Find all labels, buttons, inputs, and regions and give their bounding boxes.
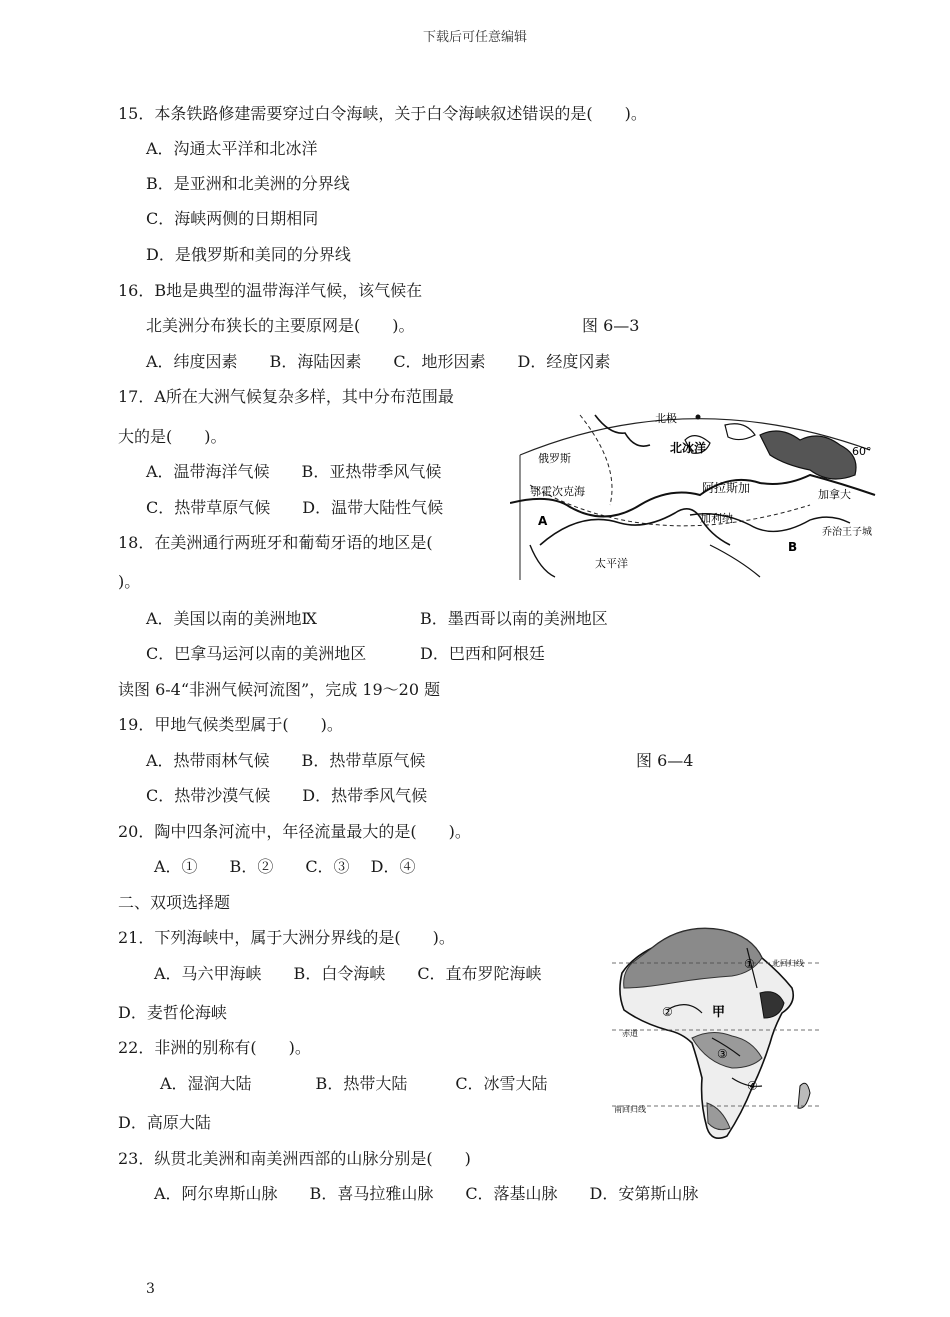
options-21-abc: A．马六甲海峡 B．白令海峡 C．直布罗陀海峡 bbox=[154, 964, 542, 983]
page-header: 下载后可任意编辑 bbox=[422, 30, 527, 45]
option-15-b: B．是亚洲和北美洲的分界线 bbox=[146, 174, 350, 193]
options-16: A．纬度因素 B．海陆因素 C．地形因素 D．经度冈素 bbox=[146, 352, 611, 371]
question-23: 23．纵贯北美洲和南美洲西部的山脉分别是( ) bbox=[118, 1149, 471, 1168]
option-15-c: C．海峡两侧的日期相同 bbox=[146, 209, 319, 228]
option-22-d: D．高原大陆 bbox=[118, 1113, 211, 1132]
label-arctic-ocean: 北冰洋 bbox=[670, 441, 707, 455]
label-river-3: ③ bbox=[717, 1047, 728, 1061]
option-21-d: D．麦哲伦海峡 bbox=[118, 1003, 227, 1022]
label-russia: 俄罗斯 bbox=[538, 452, 571, 465]
label-california: 加利纳 bbox=[700, 512, 733, 525]
option-18-b: B．墨西哥以南的美洲地区 bbox=[420, 609, 608, 628]
options-19-ab: A．热带雨林气候 B．热带草原气候 bbox=[146, 751, 426, 770]
options-17-ab: A．温带海洋气候 B．亚热带季风气候 bbox=[146, 462, 442, 481]
label-prince-island: 乔治王子城 bbox=[822, 527, 872, 538]
options-20: A．① B．② C．③ D．④ bbox=[154, 857, 416, 876]
label-point-a: A bbox=[538, 514, 548, 528]
question-16: 16．B地是典型的温带海洋气候，该气候在 bbox=[118, 281, 423, 300]
option-18-c: C．巴拿马运河以南的美洲地区 bbox=[146, 644, 367, 663]
option-15-a: A．沟通太平洋和北冰洋 bbox=[146, 139, 318, 158]
option-15-d: D．是俄罗斯和美同的分界线 bbox=[146, 245, 351, 264]
label-south-tropic: 南回归线 bbox=[614, 1105, 646, 1114]
map-north-pacific bbox=[510, 395, 880, 580]
section-double-choice: 二、双项选择题 bbox=[118, 893, 231, 912]
option-18-d: D．巴西和阿根廷 bbox=[420, 644, 545, 663]
option-18-a: A．美国以南的美洲地Ⅸ bbox=[146, 609, 317, 628]
question-16-cont: 北美洲分布狭长的主要原网是( )。 bbox=[146, 316, 415, 335]
question-21: 21．下列海峡中，属于大洲分界线的是( )。 bbox=[118, 928, 455, 947]
label-river-2: ② bbox=[662, 1005, 673, 1019]
question-20: 20．陶中四条河流中，年径流量最大的是( )。 bbox=[118, 822, 471, 841]
question-18: 18．在美洲通行两班牙和葡萄牙语的地区是( bbox=[118, 533, 433, 552]
question-15: 15．本条铁路修建需要穿过白令海峡，关于白令海峡叙述错误的是( )。 bbox=[118, 104, 647, 123]
label-bering-sea: 鄂霍次克海 bbox=[530, 485, 585, 498]
label-canada: 加拿大 bbox=[818, 488, 851, 501]
page-number: 3 bbox=[146, 1281, 155, 1297]
options-19-cd: C．热带沙漠气候 D．热带季风气候 bbox=[146, 786, 428, 805]
map-africa bbox=[612, 918, 827, 1146]
options-17-cd: C．热带草原气候 D．温带大陆性气候 bbox=[146, 498, 444, 517]
question-17: 17．A所在大洲气候复杂多样，其中分布范围最 bbox=[118, 387, 454, 406]
figure-label-6-4: 图 6—4 bbox=[636, 751, 694, 770]
label-point-b: B bbox=[788, 540, 798, 554]
question-19: 19．甲地气候类型属于( )。 bbox=[118, 715, 343, 734]
label-north-pole: 北极 bbox=[655, 412, 677, 425]
label-alaska: 阿拉斯加 bbox=[702, 481, 751, 495]
label-pacific: 太平洋 bbox=[595, 557, 628, 570]
label-river-1: ① bbox=[744, 957, 755, 971]
label-equator: 赤道 bbox=[622, 1029, 638, 1038]
label-north-tropic: 北回归线 bbox=[772, 959, 804, 968]
read-figure-6-4: 读图 6-4“非洲气候河流图”，完成 19～20 题 bbox=[118, 680, 441, 699]
options-23: A．阿尔卑斯山脉 B．喜马拉雅山脉 C．落基山脉 D．安第斯山脉 bbox=[154, 1184, 699, 1203]
label-jia: 甲 bbox=[712, 1005, 726, 1020]
question-17-cont: 大的是( )。 bbox=[118, 427, 227, 446]
question-18-cont: )。 bbox=[118, 572, 141, 591]
options-22-abc: A．湿润大陆 B．热带大陆 C．冰雪大陆 bbox=[160, 1074, 548, 1093]
question-22: 22．非洲的别称有( )。 bbox=[118, 1038, 311, 1057]
label-river-4: ④ bbox=[747, 1079, 758, 1093]
label-lat-60: 60° bbox=[852, 445, 872, 458]
figure-label-6-3: 图 6—3 bbox=[582, 316, 640, 335]
